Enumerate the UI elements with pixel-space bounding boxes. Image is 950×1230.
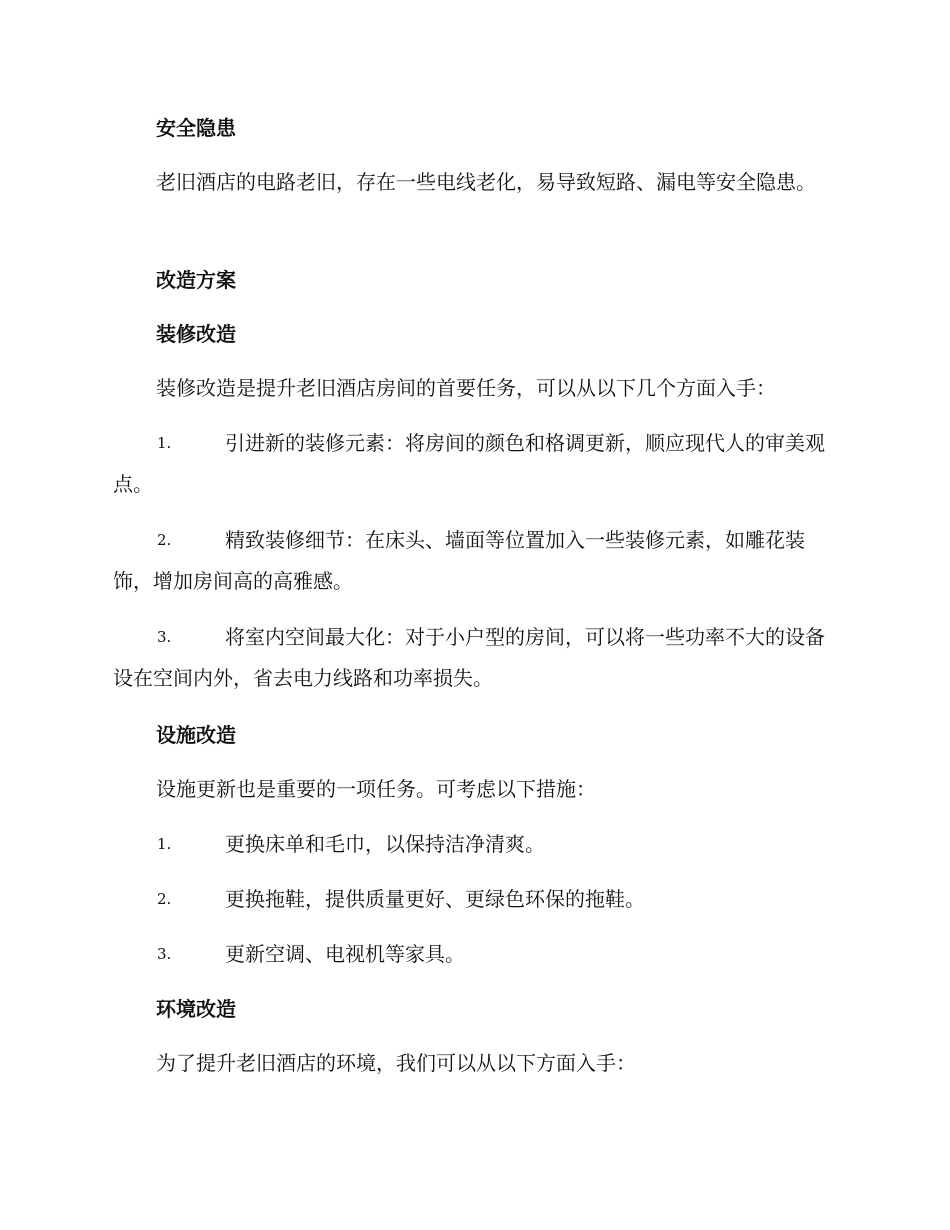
list-item-text: 引进新的装修元素：将房间的颜色和格调更新，顺应现代人的审美观点。 — [113, 431, 825, 496]
heading-facilities: 设施改造 — [156, 723, 236, 747]
list-item-number: 1. — [157, 434, 172, 452]
heading-safety: 安全隐患 — [156, 116, 236, 140]
list-item-number: 2. — [157, 890, 172, 908]
list-item-number: 3. — [157, 945, 172, 963]
list-item-number: 2. — [157, 531, 172, 549]
list-item — [113, 934, 835, 975]
list-item-text: 更新空调、电视机等家具。 — [225, 942, 465, 966]
heading-environment: 环境改造 — [156, 997, 236, 1021]
list-item — [113, 824, 835, 865]
paragraph-decoration-intro: 装修改造是提升老旧酒店房间的首要任务，可以从以下几个方面入手： — [156, 376, 776, 400]
list-item-number: 1. — [157, 835, 172, 853]
heading-decoration: 装修改造 — [156, 322, 236, 346]
heading-plan: 改造方案 — [156, 268, 236, 292]
list-item-number: 3. — [157, 628, 172, 646]
list-item — [113, 423, 835, 505]
list-item-text: 精致装修细节：在床头、墙面等位置加入一些装修元素，如雕花装饰，增加房间高的高雅感。 — [113, 528, 805, 593]
list-item-text: 将室内空间最大化：对于小户型的房间，可以将一些功率不大的设备设在空间内外，省去电力线路和功率损失。 — [113, 625, 825, 690]
list-item-text: 更换床单和毛巾，以保持洁净清爽。 — [225, 832, 545, 856]
paragraph-safety: 老旧酒店的电路老旧，存在一些电线老化，易导致短路、漏电等安全隐患。 — [156, 170, 816, 194]
list-item — [113, 617, 835, 699]
list-item — [113, 520, 835, 602]
list-item — [113, 879, 835, 920]
paragraph-environment-intro: 为了提升老旧酒店的环境，我们可以从以下方面入手： — [156, 1051, 636, 1075]
list-item-text: 更换拖鞋，提供质量更好、更绿色环保的拖鞋。 — [225, 887, 645, 911]
paragraph-facilities-intro: 设施更新也是重要的一项任务。可考虑以下措施： — [156, 777, 596, 801]
